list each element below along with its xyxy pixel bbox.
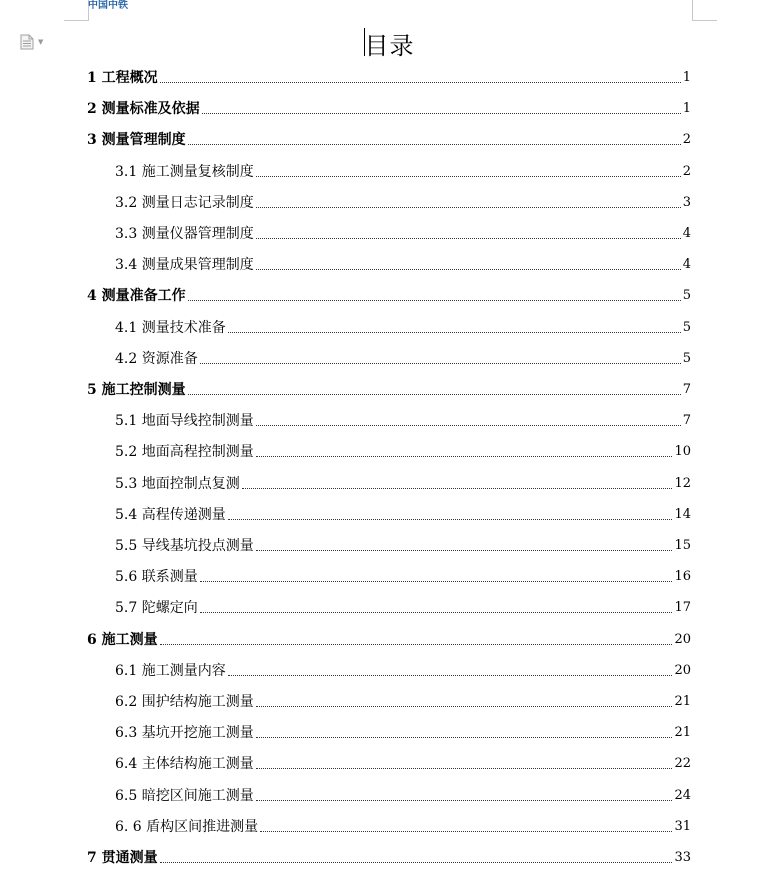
toc-entry-page-number: 10 <box>674 444 691 460</box>
toc-entry-label: 6.4 主体结构施工测量 <box>115 756 254 773</box>
toc-entry-page-number: 16 <box>674 569 691 585</box>
toc-entry[interactable] <box>115 723 691 743</box>
toc-entry-page-number: 5 <box>682 319 691 335</box>
toc-entry-page-number: 33 <box>674 850 691 865</box>
toc-entry-label: 6 施工测量 <box>87 631 158 648</box>
toc-dot-leader <box>228 675 673 676</box>
toc-entry[interactable] <box>115 661 691 681</box>
toc-entry[interactable] <box>115 349 691 369</box>
toc-entry[interactable] <box>115 442 691 462</box>
toc-dot-leader <box>256 800 673 801</box>
toc-dot-leader <box>188 394 681 395</box>
toc-dot-leader <box>256 425 681 426</box>
toc-entry-label: 5.6 联系测量 <box>115 569 198 586</box>
toc-entry[interactable] <box>115 224 691 244</box>
toc-entry-label: 6.1 施工测量内容 <box>115 662 226 679</box>
toc-entry-label: 3.1 施工测量复核制度 <box>115 163 254 180</box>
toc-entry-page-number: 31 <box>674 818 691 834</box>
toc-entry-label: 5.4 高程传递测量 <box>115 506 226 523</box>
toc-dot-leader <box>256 456 673 457</box>
toc-dot-leader <box>200 363 681 364</box>
toc-entry-label: 6.3 基坑开挖施工测量 <box>115 725 254 742</box>
toc-entry-label: 5.2 地面高程控制测量 <box>115 444 254 461</box>
toc-entry-label: 5.1 地面导线控制测量 <box>115 413 254 430</box>
toc-dot-leader <box>188 144 681 145</box>
toc-entry-page-number: 7 <box>682 382 691 397</box>
toc-entry[interactable] <box>115 193 691 213</box>
toc-entry[interactable] <box>115 754 691 774</box>
toc-entry-label: 2 测量标准及依据 <box>87 101 200 118</box>
toc-dot-leader <box>228 519 673 520</box>
header-logo: 中国中铁 <box>88 0 128 11</box>
toc-dot-leader <box>256 269 681 270</box>
toc-dot-leader <box>202 113 681 114</box>
toc-entry-page-number: 22 <box>674 756 691 772</box>
toc-entry[interactable] <box>87 130 691 150</box>
toc-dot-leader <box>256 207 681 208</box>
toc-entry-page-number: 21 <box>674 694 691 709</box>
toc-entry[interactable] <box>87 286 691 306</box>
toc-dot-leader <box>188 300 681 301</box>
toc-entry-page-number: 20 <box>674 631 691 647</box>
toc-entry[interactable] <box>115 505 691 525</box>
toc-entry-page-number: 1 <box>682 70 691 85</box>
toc-entry-page-number: 15 <box>674 538 691 553</box>
toc-entry[interactable] <box>115 567 691 587</box>
chevron-down-icon: ▼ <box>38 38 44 46</box>
toc-entry[interactable] <box>115 255 691 275</box>
toc-dot-leader <box>160 644 673 645</box>
toc-entry-label: 6. 6 盾构区间推进测量 <box>115 818 259 835</box>
toc-entry-page-number: 3 <box>682 194 691 210</box>
toc-dot-leader <box>256 706 673 707</box>
toc-dot-leader <box>256 550 673 551</box>
toc-entry[interactable] <box>87 380 691 400</box>
toc-entry-label: 3.2 测量日志记录制度 <box>115 194 254 211</box>
toc-dot-leader <box>256 768 673 769</box>
toc-entry-page-number: 4 <box>682 226 691 241</box>
toc-entry-page-number: 12 <box>674 475 691 491</box>
toc-entry-label: 4 测量准备工作 <box>87 288 186 305</box>
toc-entry[interactable] <box>87 68 691 88</box>
page-corner-mark-left <box>64 0 89 21</box>
toc-entry[interactable] <box>87 630 691 650</box>
toc-entry[interactable] <box>115 692 691 712</box>
toc-entry-label: 5 施工控制测量 <box>87 382 186 398</box>
toc-entry-label: 4.2 资源准备 <box>115 350 198 367</box>
toc-entry-page-number: 5 <box>682 288 691 304</box>
toc-entry-label: 3.4 测量成果管理制度 <box>115 257 254 274</box>
toc-entry[interactable] <box>87 99 691 119</box>
toc-entry-label: 3.3 测量仪器管理制度 <box>115 226 254 242</box>
toc-entry[interactable] <box>115 318 691 338</box>
toc-dot-leader <box>160 82 681 83</box>
toc-entry[interactable] <box>115 817 691 837</box>
toc-entry[interactable] <box>115 598 691 618</box>
toc-entry-page-number: 7 <box>682 413 691 429</box>
toc-entry-page-number: 24 <box>674 787 691 803</box>
toc-entry-label: 5.7 陀螺定向 <box>115 600 198 617</box>
toc-entry-page-number: 17 <box>674 600 691 616</box>
toc-entry-page-number: 1 <box>682 101 691 117</box>
toc-entry[interactable] <box>115 411 691 431</box>
toc-entry[interactable] <box>115 162 691 182</box>
toc-dot-leader <box>200 612 673 613</box>
toc-entry-page-number: 2 <box>682 163 691 179</box>
toc-dot-leader <box>256 238 681 239</box>
toc-entry[interactable] <box>115 474 691 494</box>
toc-entry-page-number: 2 <box>682 132 691 148</box>
toc-entry-label: 4.1 测量技术准备 <box>115 319 226 336</box>
toc-entry-page-number: 4 <box>682 257 691 273</box>
toc-dot-leader <box>260 831 672 832</box>
page-title: 目录 <box>364 32 415 60</box>
toc-entry-page-number: 14 <box>674 506 691 522</box>
toc-dot-leader <box>256 737 673 738</box>
toc-entry-page-number: 21 <box>674 725 691 741</box>
toc-dot-leader <box>256 176 681 177</box>
toc-entry-label: 5.5 导线基坑投点测量 <box>115 538 254 554</box>
toc-dot-leader <box>200 581 673 582</box>
toc-entry[interactable] <box>87 848 691 868</box>
toc-entry-label: 1 工程概况 <box>87 70 158 86</box>
toc-entry-label: 6.5 暗挖区间施工测量 <box>115 787 254 804</box>
toc-dot-leader <box>160 862 673 863</box>
toc-entry-label: 3 测量管理制度 <box>87 132 186 149</box>
toc-entry-label: 7 贯通测量 <box>87 850 158 866</box>
page-corner-mark-right <box>692 0 717 21</box>
toc-dot-leader <box>228 332 681 333</box>
toc-entry-page-number: 5 <box>682 350 691 366</box>
toc-entry-page-number: 20 <box>674 662 691 678</box>
toc-entry-label: 6.2 围护结构施工测量 <box>115 694 254 710</box>
toc-entry[interactable] <box>115 536 691 556</box>
toc-entry-label: 5.3 地面控制点复测 <box>115 475 240 492</box>
toc-dot-leader <box>242 488 673 489</box>
toc-entry[interactable] <box>115 786 691 806</box>
